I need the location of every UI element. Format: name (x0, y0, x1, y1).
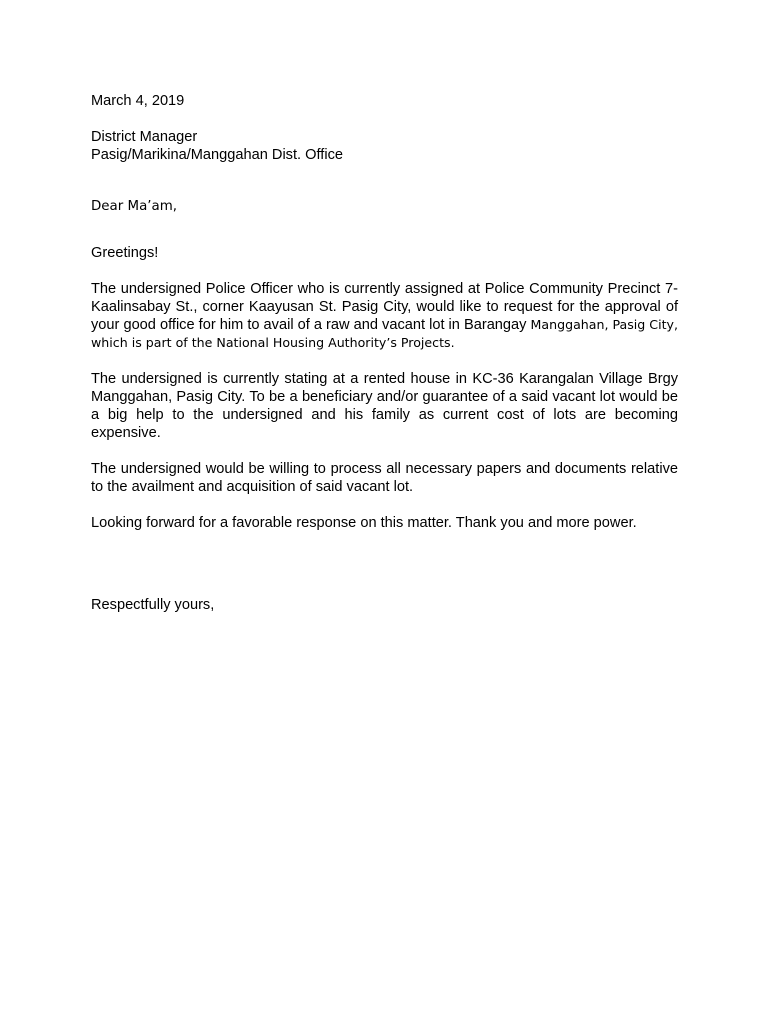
paragraph-documents: The undersigned would be willing to process all necessary papers and documents relative to the availment and acquisition of said vacant lot. (91, 461, 678, 495)
salutation: Dear Ma’am, (91, 199, 178, 214)
paragraph-closing-remarks: Looking forward for a favorable response on this matter. Thank you and more power. (91, 515, 637, 531)
letter-body (91, 92, 678, 614)
letter-date: March 4, 2019 (91, 93, 185, 109)
paragraph-residence: The undersigned is currently stating at a rented house in KC-36 Karangalan Village Brgy Manggahan, Pasig City. To be a beneficiary and/or guarantee of a said vacant lot would be a big help to the undersigned and his family as current cost of lots are becoming expensive. (91, 371, 678, 441)
recipient-title: District Manager (91, 129, 198, 145)
recipient-office: Pasig/Marikina/Manggahan Dist. Office (91, 147, 343, 163)
paragraph-request-tail: Manggahan, Pasig City, which is part of the National Housing Authority’s Projects. (91, 317, 678, 350)
recipient-block (91, 128, 678, 164)
paragraph-request-main: The undersigned Police Officer who is currently assigned at Police Community Precinct 7- Kaalinsabay St., corner Kaayusan St. Pasig City, would like to request for the approval of your good office for him to avail of a raw and vacant lot in Barangay (91, 281, 678, 333)
closing: Respectfully yours, (91, 597, 215, 613)
paragraph-request (91, 280, 678, 352)
greeting: Greetings! (91, 245, 159, 261)
